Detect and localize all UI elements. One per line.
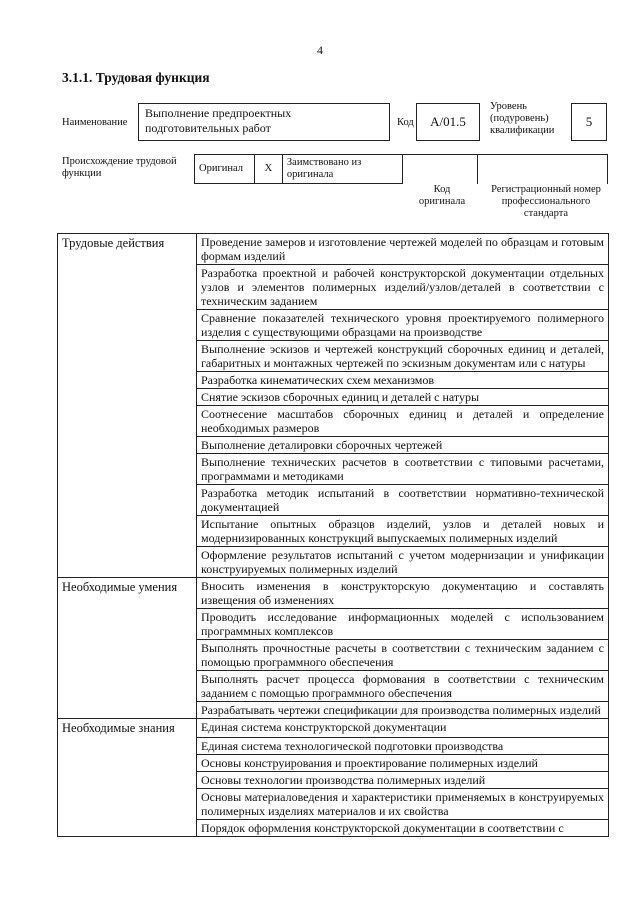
table-row [58,310,609,341]
category-continuation [58,547,197,578]
category-continuation [58,372,197,389]
table-row [58,265,609,310]
labor-function-table [57,233,609,837]
table-row [58,819,609,836]
table-row [58,640,609,671]
table-row [58,719,609,738]
origin-table [194,154,608,184]
table-row [58,516,609,547]
table-row [58,406,609,437]
borrowed-label: Заимствовано из оригинала [282,155,402,184]
item-text: Снятие эскизов сборочных единиц и деталей с натуры [197,389,609,406]
item-text: Основы материаловедения и характеристики применяемых в конструируемых полимерных изделиях материалов и их свойства [197,788,609,819]
category-continuation [58,406,197,437]
table-row [58,437,609,454]
table-row [58,754,609,771]
table-row [58,771,609,788]
category-continuation [58,485,197,516]
category-continuation [58,609,197,640]
category-continuation [58,437,197,454]
reg-number-cell [478,155,608,184]
category-continuation [58,341,197,372]
level-value: 5 [571,103,607,141]
original-mark: X [254,155,282,184]
item-text: Разработка кинематических схем механизмов [197,372,609,389]
item-text: Основы технологии производства полимерных изделий [197,771,609,788]
original-label: Оригинал [195,155,255,184]
category-label: Трудовые действия [58,234,197,265]
category-continuation [58,516,197,547]
category-continuation [58,389,197,406]
reg-caption: Регистрационный номер профессионального стандарта [491,184,601,219]
table-row [58,341,609,372]
page-number: 4 [317,43,323,57]
table-row [58,788,609,819]
item-text: Единая система технологической подготовки производства [197,737,609,754]
item-text: Выполнение технических расчетов в соответствии с типовыми расчетами, программами и методиками [197,454,609,485]
table-row [58,234,609,265]
item-text: Сравнение показателей технического уровня проектируемого полимерного изделия с существующими образцами на производстве [197,310,609,341]
item-text: Порядок оформления конструкторской документации в соответствии с [197,819,609,836]
code-caption: Код оригинала [418,184,466,207]
item-text: Основы конструирования и проектирование полимерных изделий [197,754,609,771]
name-label: Наименование [62,117,128,128]
table-row [58,702,609,719]
category-continuation [58,671,197,702]
item-text: Проводить исследование информационных моделей с использованием программных комплексов [197,609,609,640]
item-text: Выполнять прочностные расчеты в соответствии с техническим заданием с помощью программного обеспечения [197,640,609,671]
table-row [58,609,609,640]
category-continuation [58,754,197,771]
item-text: Выполнять расчет процесса формования в соответствии с техническим заданием с помощью программного обеспечения [197,671,609,702]
table-row [58,737,609,754]
table-row [58,372,609,389]
section-title: 3.1.1. Трудовая функция [62,70,210,85]
table-row [58,454,609,485]
category-continuation [58,640,197,671]
category-continuation [58,265,197,310]
item-text: Оформление результатов испытаний с учетом модернизации и унификации конструируемых полимерных изделий [197,547,609,578]
origin-label: Происхождение трудовой функции [62,156,177,179]
table-row [58,389,609,406]
code-label: Код [397,117,414,128]
category-continuation [58,702,197,719]
item-text: Вносить изменения в конструкторскую документацию и составлять извещения об изменениях [197,578,609,609]
item-text: Испытание опытных образцов изделий, узлов и деталей новых и модернизированных конструкций выпускаемых полимерных изделий [197,516,609,547]
item-text: Выполнение эскизов и чертежей конструкций сборочных единиц и деталей, габаритных и монтажных чертежей по эскизным документам или с натуры [197,341,609,372]
code-value: A/01.5 [416,103,480,141]
table-row [58,671,609,702]
category-continuation [58,819,197,836]
category-continuation [58,788,197,819]
category-continuation [58,771,197,788]
item-text: Разработка методик испытаний в соответствии нормативно-технической документацией [197,485,609,516]
item-text: Выполнение деталировки сборочных чертежей [197,437,609,454]
category-continuation [58,454,197,485]
category-label: Необходимые знания [58,719,197,738]
table-row [58,547,609,578]
category-continuation [58,310,197,341]
item-text: Единая система конструкторской документации [197,719,609,738]
item-text: Соотнесение масштабов сборочных единиц и деталей и определение необходимых размеров [197,406,609,437]
item-text: Разработка проектной и рабочей конструкторской документации отдельных узлов и элементов полимерных изделий/узлов/деталей в соответствии с техническим заданием [197,265,609,310]
original-code-cell [402,155,478,184]
item-text: Разрабатывать чертежи спецификации для производства полимерных изделий [197,702,609,719]
table-row [58,578,609,609]
category-continuation [58,737,197,754]
name-value: Выполнение предпроектных подготовительных работ [138,103,390,141]
table-row [58,485,609,516]
level-label: Уровень (подуровень) квалификации [490,101,555,136]
category-label: Необходимые умения [58,578,197,609]
item-text: Проведение замеров и изготовление чертежей моделей по образцам и готовым формам изделий [197,234,609,265]
